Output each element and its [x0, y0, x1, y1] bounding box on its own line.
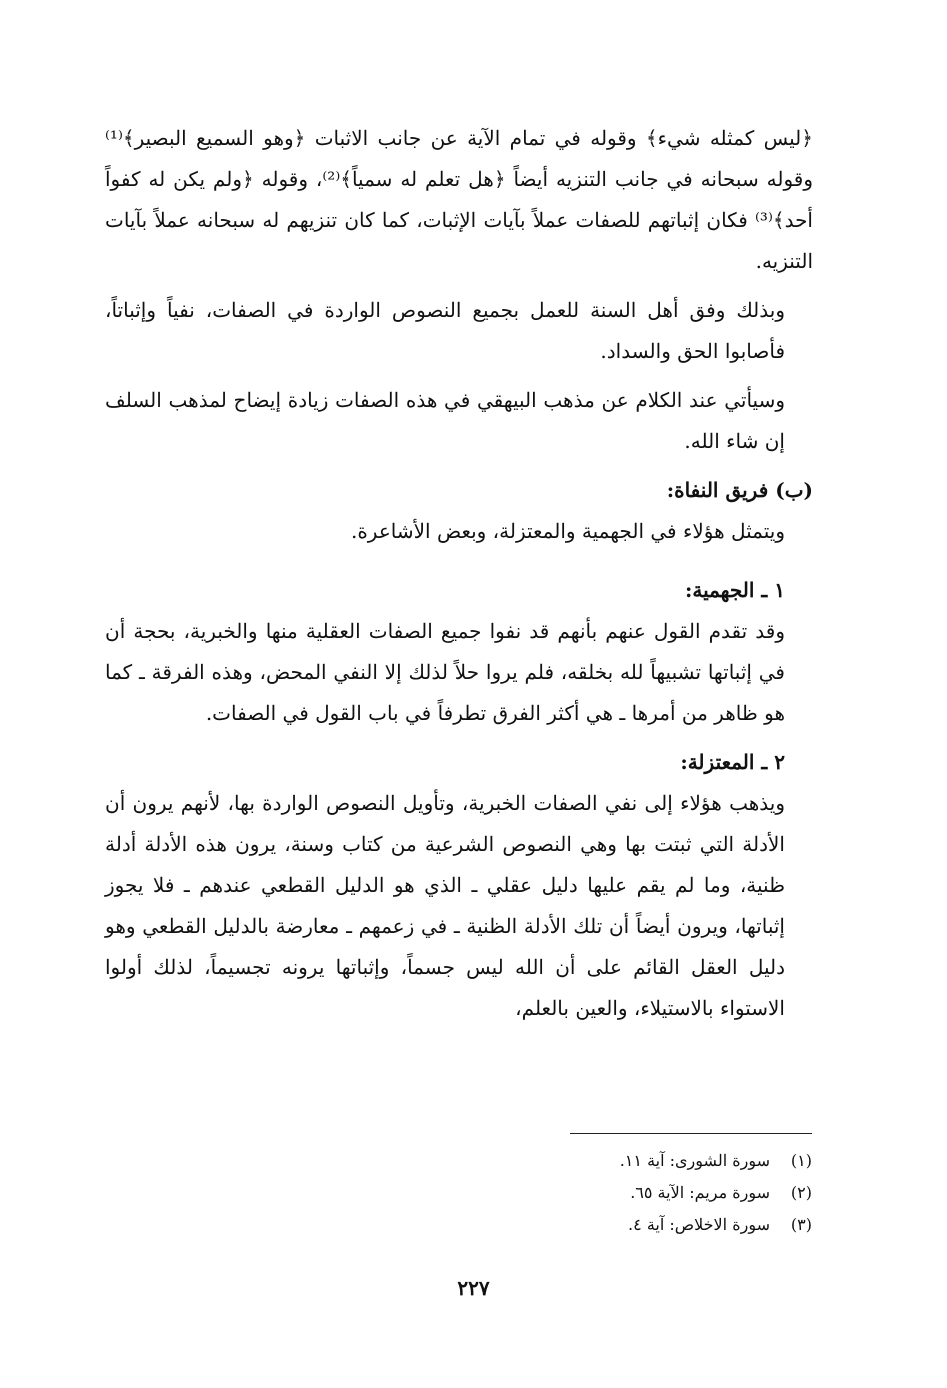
paragraph-5: وقد تقدم القول عنهم بأنهم قد نفوا جميع الصفات العقلية منها والخبرية، بحجة أن في إثباتها تشبيهاً لله بخلقه، فلم يروا حلاً لذلك إلا النفي المحض، وهذه الفرقة ـ كما هو ظاهر من أمرها ـ هي أكثر الفرق تطرفاً في باب القول في الصفات. [105, 619, 785, 725]
footnote-item [412, 1209, 812, 1241]
paragraph-4: ويتمثل هؤلاء في الجهمية والمعتزلة، وبعض الأشاعرة. [350, 519, 785, 543]
footnote-text: سورة الشورى: آية ١١. [619, 1151, 770, 1170]
footnote-text: سورة الاخلاص: آية ٤. [628, 1215, 770, 1234]
paragraph-3: وسيأتي عند الكلام عن مذهب البيهقي في هذه الصفات زيادة إيضاح لمذهب السلف إن شاء الله. [105, 388, 785, 453]
footnote-number: (٢) [790, 1183, 812, 1202]
section-heading-mutazila: ٢ ـ المعتزلة: [680, 750, 785, 774]
page-body [105, 118, 813, 1037]
section-heading-jahmiyya: ١ ـ الجهمية: [684, 578, 785, 602]
section-heading-nufat: (ب) فريق النفاة: [666, 478, 813, 502]
paragraph-2: وبذلك وفق أهل السنة للعمل بجميع النصوص الواردة في الصفات، نفياً وإثباتاً، فأصابوا الحق والسداد. [105, 298, 785, 363]
page-number: ٢٢٧ [457, 1276, 490, 1300]
footnotes [412, 1145, 812, 1241]
footnote-number: (١) [790, 1151, 812, 1170]
paragraph-1: ﴿ليس كمثله شيء﴾ وقوله في تمام الآية عن جانب الاثبات ﴿وهو السميع البصير﴾⁽¹⁾ وقوله سبحانه في جانب التنزيه أيضاً ﴿هل تعلم له سمياً﴾⁽²⁾، وقوله ﴿ولم يكن له كفواً أحد﴾⁽³⁾ فكان إثباتهم للصفات عملاً بآيات الإثبات، كما كان تنزيهم له سبحانه عملاً بآيات التنزيه. [105, 126, 814, 273]
footnote-item [412, 1177, 812, 1209]
footnote-item [412, 1145, 812, 1177]
footnote-divider [570, 1133, 812, 1134]
footnote-number: (٣) [790, 1215, 812, 1234]
footnote-text: سورة مريم: الآية ٦٥. [630, 1183, 770, 1202]
paragraph-6: ويذهب هؤلاء إلى نفي الصفات الخبرية، وتأويل النصوص الواردة بها، لأنهم يرون أن الأدلة التي ثبتت بها وهي النصوص الشرعية من كتاب وسنة، يرون هذه الأدلة أدلة ظنية، وما لم يقم عليها دليل عقلي ـ الذي هو الدليل القطعي عندهم ـ فلا يجوز إثباتها، ويرون أيضاً أن تلك الأدلة الظنية ـ في زعمهم ـ معارضة بالدليل القطعي وهو دليل العقل القائم على أن الله ليس جسماً، وإثباتها يرونه تجسيماً، لذلك أولوا الاستواء بالاستيلاء، والعين بالعلم، [105, 791, 785, 1020]
